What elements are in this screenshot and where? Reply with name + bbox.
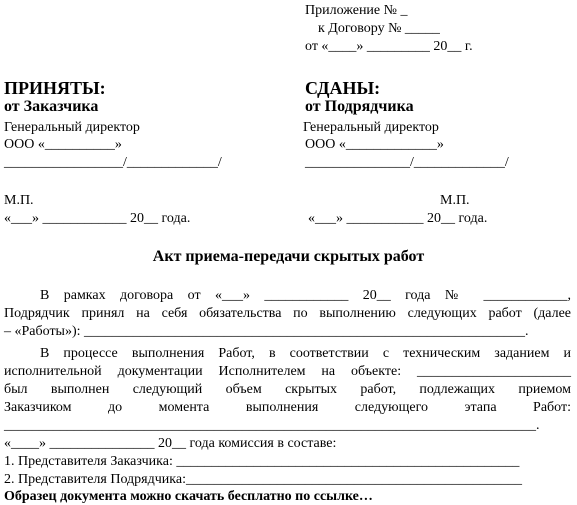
contractor-company: ООО «_____________» [305, 137, 444, 152]
document-title: Акт приема-передачи скрытых работ [152, 248, 425, 265]
customer-position: Генеральный директор [4, 120, 140, 135]
delivered-heading: СДАНЫ: [305, 78, 381, 98]
appendix-contract: к Договору № _____ [318, 21, 440, 36]
customer-stamp: М.П. [4, 193, 34, 208]
paragraph-1-line-3: – «Работы»): _______________________________________________________________. [4, 324, 529, 339]
appendix-number: Приложение № _ [305, 3, 408, 18]
contractor-signature-line: _______________/_____________/ [305, 155, 509, 170]
paragraph-1-line-1: В рамках договора от «___» ____________ 20__ года № ____________, [40, 288, 571, 303]
contractor-position: Генеральный директор [303, 120, 439, 135]
appendix-date: от «____» _________ 20__ г. [305, 39, 473, 54]
customer-date: «___» ____________ 20__ года. [4, 211, 191, 226]
paragraph-2-line-3: был выполнен следующий объем скрытых работ, подлежащих приемом [4, 382, 571, 397]
customer-label: от Заказчика [4, 98, 99, 115]
customer-representative: 1. Представителя Заказчика: _________________________________________________ [4, 454, 520, 469]
contractor-representative: 2. Представителя Подрядчика:________________________________________________ [4, 472, 522, 487]
paragraph-2-line-1: В процессе выполнения Работ, в соответствии с техническим заданием и [40, 346, 571, 361]
customer-signature-line: _________________/_____________/ [4, 155, 222, 170]
accepted-heading: ПРИНЯТЫ: [4, 78, 106, 98]
contractor-label: от Подрядчика [305, 98, 414, 115]
contractor-date: «___» ___________ 20__ года. [308, 211, 488, 226]
contractor-stamp: М.П. [440, 193, 470, 208]
customer-company: ООО «__________» [4, 137, 122, 152]
paragraph-2-line-2: исполнительной документации Исполнителем на объекте: ______________________ [4, 364, 571, 379]
download-note: Образец документа можно скачать бесплатно по ссылке… [4, 489, 373, 504]
paragraph-2-line-4: Заказчиком до момента выполнения следующего этапа Работ: [4, 400, 571, 415]
commission-date: «____» _______________ 20__ года комиссия в составе: [4, 436, 337, 451]
paragraph-2-line-5: ____________________________________________________________________________. [4, 418, 540, 433]
paragraph-1-line-2: Подрядчик принял на себя обязательства по выполнению следующих работ (далее [4, 306, 571, 321]
